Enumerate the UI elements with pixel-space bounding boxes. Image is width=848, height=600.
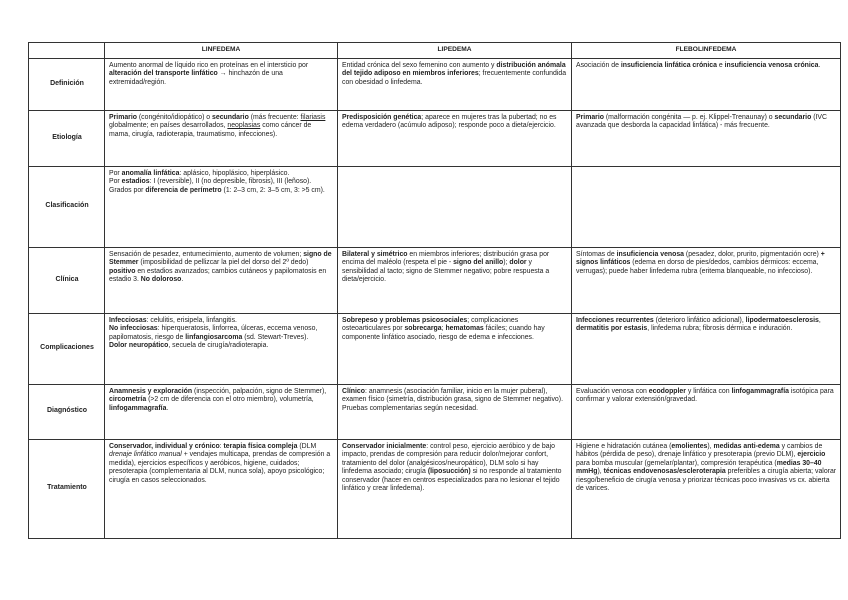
bold-text: circometría [109,396,147,403]
cell-linfedema [105,384,338,439]
bold-text: Dolor neuropático [109,342,169,349]
cell-flebolinfedema [572,166,841,247]
text-run: (imposibilidad de pellizcar la piel del dorso del 2º dedo) [138,259,309,266]
bold-text: anomalía linfática [121,169,180,177]
underlined-text: filariasis [300,113,326,121]
cell-paragraph [576,317,837,334]
text-run: Evaluación venosa con [576,387,649,395]
text-run: isotópica para confirmar y valorar extensión/gravedad. [576,387,834,403]
row-label: Diagnóstico [29,384,105,439]
cell-paragraph [109,251,334,285]
text-run: , linfedema rubra; fibrosis dérmica e induración. [647,325,793,332]
cell-linfedema [105,166,338,247]
bold-text: Conservador, individual y crónico [109,442,220,450]
text-run: . [181,276,184,283]
cell-linfedema [105,110,338,166]
header-flebolinfedema: FLEBOLINFEDEMA [572,43,841,59]
cell-paragraph [342,114,568,131]
bold-text: insuficiencia venosa crónica [724,61,819,69]
row-clasificacion [29,166,841,247]
bold-text: medidas anti-edema [713,442,780,450]
bold-text: + signos linfáticos [576,250,825,266]
cell-flebolinfedema [572,58,841,110]
text-run: en miembros inferiores; distribución grasa por encima del maléolo (respeta el pie - [342,250,550,266]
cell-paragraph [576,443,837,494]
text-run: → hinchazón de una extremidad/región. [109,70,283,86]
cell-linfedema [105,58,338,110]
text-run: e [716,61,725,69]
cell-lipedema [338,439,572,538]
cell-paragraph [576,62,837,71]
bold-text: Primario [576,113,604,121]
text-run: en estadios avanzados; cambios cutáneos y papilomatosis en estadio 3. [109,267,327,283]
cell-paragraph [109,62,334,88]
bold-text: Infecciones recurrentes [576,316,654,324]
text-run: ); [503,259,510,266]
text-run: : hiperqueratosis, linforrea, úlceras, eccema venoso, papilomatosis, riesgo de [109,325,318,341]
bold-text: No infecciosas [109,325,158,332]
bold-text: insuficiencia linfática crónica [620,61,717,69]
text-run: : celulitis, erisipela, linfangitis. [146,316,237,324]
bold-text: ejercicio [797,451,826,458]
text-run: : anamnesis (asociación familiar, inicio en la mujer puberal), examen físico (simetría, distribución grasa, signo de Stemmer negativo). Pruebas complementarias según necesidad. [342,387,563,412]
text-run: Entidad crónica del sexo femenino con aumento y [342,61,497,69]
underlined-text: neoplasias [227,122,261,129]
cell-paragraph [109,342,334,351]
text-run: (sd. Stewart-Treves). [242,333,309,341]
bold-text: Bilateral y simétrico [342,250,408,258]
cell-paragraph [576,251,837,277]
row-label: Complicaciones [29,313,105,384]
bold-text: dermatitis por estasis [576,325,648,332]
header-lipedema: LIPEDEMA [338,43,572,59]
cell-lipedema [338,110,572,166]
bold-text: secundario [212,113,249,121]
text-run: (DLM [297,442,317,450]
cell-lipedema [338,247,572,313]
cell-paragraph [109,388,334,414]
text-run: , secuela de cirugía/radioterapia. [168,342,269,349]
bold-text: linfogammagrafía [109,404,167,412]
row-definicion [29,58,841,110]
bold-text: medias 30–40 mmHg [576,459,822,475]
row-etiologia [29,110,841,166]
bold-text: Predisposición genética [342,113,422,121]
bold-text: técnicas endovenosas/escleroterapia [603,468,726,475]
row-label: Definición [29,58,105,110]
text-run: ; frecuentemente confundida con obesidad o linfedema. [342,70,567,86]
header-linfedema: LINFEDEMA [105,43,338,59]
bold-text: No doloroso [140,276,182,283]
bold-text: estadios [121,178,150,185]
text-run: Sensación de pesadez, entumecimiento, aumento de volumen; [109,250,304,258]
cell-paragraph [342,317,568,343]
text-run: Grados por [109,186,146,194]
text-run: ), [597,468,604,475]
cell-lipedema [338,384,572,439]
text-run: (congénito/idiopático) o [136,113,213,121]
text-run: (1: 2–3 cm, 2: 3–5 cm, 3: >5 cm). [221,186,325,194]
bold-text: Sobrepeso y problemas psicosociales [342,316,468,324]
comparison-sheet [28,42,840,539]
cell-flebolinfedema [572,247,841,313]
bold-text: secundario [774,113,812,121]
text-run: preferibles a cirugía abierta; valorar riesgo/beneficio de cirugía venosa y priorizar técnicas poco invasivas vs cx. abierta de varices. [576,468,837,492]
text-run: ), [707,442,714,450]
row-diagnostico [29,384,841,439]
text-run: (IVC avanzada que desborda la capacidad linfática) - más frecuente. [576,113,827,129]
italic-text: drenaje linfático manual [109,451,182,458]
bold-text: Conservador inicialmente [342,442,427,450]
text-run: . [166,404,169,412]
cell-paragraph [109,114,334,140]
row-tratamiento [29,439,841,538]
row-label: Etiología [29,110,105,166]
text-run: (deterioro linfático adicional), [653,316,746,324]
text-run: y cambios de hábitos (pérdida de peso), drenaje linfático y presoterapia (previo DLM), [576,442,823,458]
cell-flebolinfedema [572,384,841,439]
text-run: Síntomas de [576,250,617,258]
bold-text: hematomas [445,325,484,332]
text-run: y linfática con [685,387,732,395]
text-run: (pesadez, dolor, prurito, pigmentación ocre) [684,250,821,258]
row-label: Clasificación [29,166,105,247]
bold-text: signo de Stemmer [109,250,332,266]
text-run: (más frecuente: [248,113,301,121]
text-run: . [818,61,821,69]
text-run: : [219,442,224,450]
text-run: globalmente; en países desarrollados, [109,122,228,129]
cell-flebolinfedema [572,313,841,384]
bold-text: positivo [109,267,136,275]
bold-text: (liposucción) [427,468,471,475]
cell-paragraph [109,317,334,326]
cell-paragraph [342,388,568,414]
text-run: Por [109,178,122,185]
cell-paragraph [109,178,334,187]
cell-paragraph [109,187,334,196]
cell-paragraph [342,443,568,494]
bold-text: alteración del transporte linfático [109,70,218,77]
cell-linfedema [105,247,338,313]
bold-text: signo del anillo [453,259,504,266]
text-run: (malformación congénita — p. ej. Klippel-Trenaunay) o [603,113,775,121]
bold-text: lipodermatoesclerosis [745,316,819,324]
header-row [29,43,841,59]
bold-text: linfangiosarcoma [185,333,243,341]
cell-linfedema [105,439,338,538]
text-run: Aumento anormal de líquido rico en proteínas en el intersticio por [109,61,309,69]
cell-flebolinfedema [572,439,841,538]
bold-text: dolor [509,259,527,266]
row-label: Tratamiento [29,439,105,538]
text-run: ; aparece en mujeres tras la pubertad; no es edema verdadero (acúmulo adiposo); responde poco a dieta/ejercicio. [342,113,557,129]
cell-flebolinfedema [572,110,841,166]
cell-paragraph [576,388,837,405]
cell-paragraph [109,170,334,179]
cell-lipedema [338,313,572,384]
row-label: Clínica [29,247,105,313]
text-run: como cáncer de mama, cirugía, radioterapia, traumatismo, infecciones). [109,122,312,138]
text-run: si no responde al tratamiento conservador (hacer en centros especializados para no lesionar el tejido linfático y crear linfedema). [342,468,562,492]
text-run: (>2 cm de diferencia con el otro miembro), volumetría, [146,396,314,403]
text-run: Por [109,169,122,177]
text-run: Higiene e hidratación cutánea ( [576,442,672,450]
cell-lipedema [338,166,572,247]
row-clinica [29,247,841,313]
bold-text: Primario [109,113,137,121]
bold-text: insuficiencia venosa [616,250,685,258]
row-complicaciones [29,313,841,384]
comparison-table [28,42,841,539]
bold-text: Clínico [342,387,365,395]
cell-paragraph [342,251,568,285]
text-run: para bomba muscular (gemelar/plantar), compresión terapéutica ( [576,459,777,467]
text-run: : aplásico, hipoplásico, hiperplásico. [179,169,290,177]
text-run: Asociación de [576,61,621,69]
bold-text: linfogammagrafía [731,387,789,395]
bold-text: diferencia de perímetro [145,186,222,194]
bold-text: distribución anómala del tejido adiposo en miembros inferiores [342,61,566,77]
text-run: : control peso, ejercicio aeróbico y de bajo impacto, prendas de compresión para reducir dolor/mejorar confort, tratamiento del dolor (analgésicos/neuropático), DLM solo si hay linfedema asociado; cirugía [342,442,555,475]
text-run: + vendajes multicapa, prendas de compresión a medida), ejercicios específicos y aeróbicos, higiene, cuidados; presoterapia (complementaria al DLM, nunca sola), apoyo psicológico; cirugía en casos seleccionados. [109,451,331,484]
text-run: fáciles; cuando hay componente linfático asociado, riesgo de edema e infecciones. [342,325,545,341]
bold-text: sobrecarga [404,325,442,332]
header-corner [29,43,105,59]
text-run: ; complicaciones osteoarticulares por [342,316,519,332]
bold-text: terapia física compleja [223,442,298,450]
text-run: y sensibilidad al tacto; signo de Stemmer negativo; pobre respuesta a dieta/ejercicio. [342,259,550,283]
cell-paragraph [576,114,837,131]
text-run: (edema en dorso de pies/dedos, cambios dérmicos: eccema, verrugas); puede haber linfedema rubra (eritema blanqueable, no infeccioso). [576,259,819,275]
bold-text: emolientes [671,442,708,450]
bold-text: Anamnesis y exploración [109,387,193,395]
cell-paragraph [109,325,334,342]
text-run: (inspección, palpación, signo de Stemmer), [192,387,327,395]
cell-paragraph [109,443,334,486]
text-run: ; [441,325,446,332]
bold-text: Infecciosas [109,316,147,324]
cell-paragraph [342,62,568,88]
text-run: , [818,316,821,324]
bold-text: ecodoppler [648,387,686,395]
text-run: : I (reversible), II (no depresible, fibrosis), III (leñoso). [149,178,312,185]
cell-lipedema [338,58,572,110]
cell-linfedema [105,313,338,384]
